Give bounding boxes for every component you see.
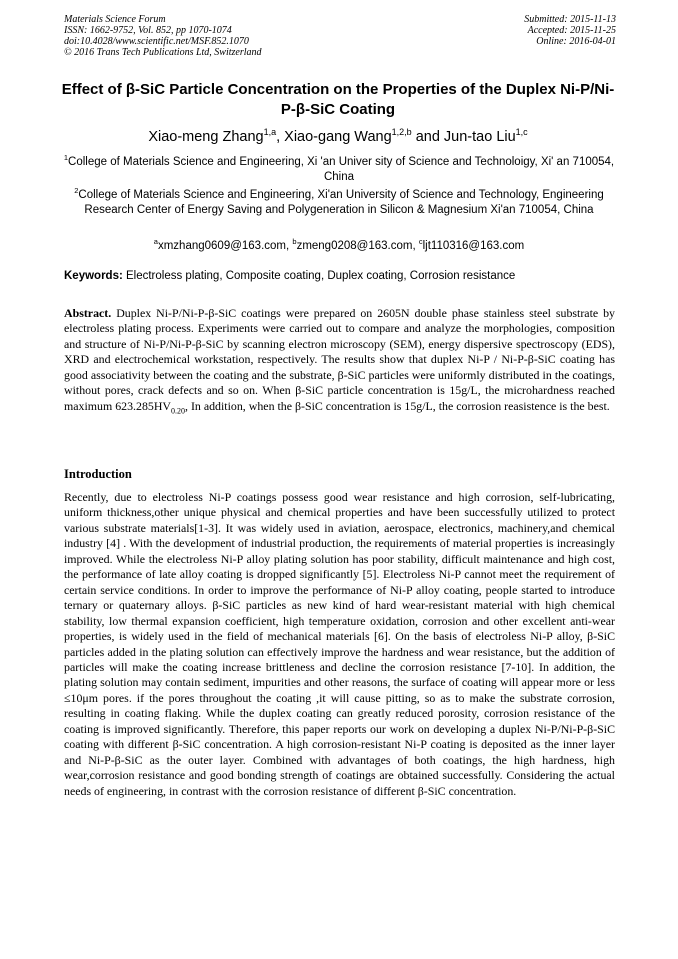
affiliation-number: 2 [74,186,79,195]
paper-title: Effect of β-SiC Particle Concentration on the Properties of the Duplex Ni-P/Ni-P-β-SiC Coating [61,81,615,118]
keywords-line [64,269,616,284]
abstract-label: Abstract. [64,306,112,320]
author-affiliation-mark: 1,2,b [391,127,412,137]
affiliation [56,183,622,219]
journal-info [64,14,262,58]
author-separator: and [411,128,444,145]
author-separator: , [276,128,285,145]
author-name: Xiao-meng Zhang [148,128,264,145]
abstract-text-end: , In addition, when the β-SiC concentration is 15g/L, the corrosion reasistence is the best. [185,398,610,413]
abstract-text: Duplex Ni-P/Ni-P-β-SiC coatings were prepared on 2605N double phase stainless steel substrate by electroless plating process. Experiments were carried out to compare and analyze the morphologies, composition and structure of Ni-P/Ni-P-β-SiC by scanning electron microscopy (SEM), energy dispersive spectroscopy (EDS), XRD and electrochemical workstation, respectively. The results show that duplex Ni-P / Ni-P-β-SiC coating has good associativity between the coating and the substrate, β-SiC particles were uniformly distributed in the coatings, without pores, crack defects and so on. When β-SiC particle concentration is 15g/L, the microhardness reached maximum 623.285HV [64,306,615,413]
abstract-subscript: 0.20 [171,406,186,416]
email-separator: , [412,239,419,252]
affiliation-text: College of Materials Science and Engineering, Xi 'an Univer sity of Science and Technoloigy, Xi' an 710054, China [68,155,615,184]
online-date: Online: 2016-04-01 [536,36,616,47]
email-mark: b [292,237,297,246]
doi-line: doi:10.4028/www.scientific.net/MSF.852.1070 [64,36,249,47]
author-affiliation-mark: 1,a [263,127,277,137]
author-list [60,123,616,146]
copyright-line: © 2016 Trans Tech Publications Ltd, Switzerland [64,47,262,58]
email-mark: a [153,237,158,246]
keywords-label: Keywords: [64,270,123,282]
email-link[interactable]: xmzhang0609@163.com [157,239,286,252]
author-name: Xiao-gang Wang [284,128,392,145]
email-separator: , [286,239,293,252]
affiliation-number: 1 [63,153,69,162]
introduction-paragraph: Recently, due to electroless Ni-P coatings possess good wear resistance and high corrosion, self-lubricating, uniform thickness,other unique physical and chemical properties and have been successfully utilized to protect various substrate materials[1-3]. It was widely used in aviation, aerospace, electronics, machinery,and chemical industry [4] . With the development of industrial production, the requirements of material properties is increasingly improved. While the electroless Ni-P alloy plating solution has poor stability, difficult maintenance and high cost, the performance of late alloy coating is dropped significantly [5]. Electroless Ni-P cannot meet the requirement of certain service conditions. In order to improve the performance of Ni-P alloy coating, people started to introduce ternary or quaternary alloys. β-SiC particles as new kind of hard wear-resistant material with high chemical stability, low thermal expansion coefficient, high temperature oxidation, corrosion and other excellent anti-wear properties, is widely used in the field of mechanical materials [6]. On the basis of electroless Ni-P alloy, β-SiC particles added in the plating solution can effectively improve the hardness and wear resistance, but the addition of particles will make the coating increase brittleness and decline the corrosion resistance [7-10]. In addition, the plating solution may contain sediment, impurities and other reasons, the surface of coating will appear more or less ≤10μm pores. if the pores throughout the coating ,it will cause pitting, so as to make the substrate corrosion, resulting in coating flaking. While the duplex coating can greatly reduced porosity, corrosion resistance of the coating is improved significantly. Therefore, this paper reports our work on developing a duplex Ni-P/Ni-P-β-SiC coating with different β-SiC concentration. A high corrosion-resistant Ni-P coating is deposited as the inner layer and Ni-P-β-SiC as the outer layer. Combined with advantages of both coatings, the high hardness, high wear,corrosion resistance and good bonding strength of coatings are obtained successfully. Considering the actual needs of engineering, in contrast with the corrosion resistance of different β-SiC concentration. [64,490,615,798]
introduction-heading: Introduction [64,467,132,481]
author-name: Jun-tao Liu [443,128,516,145]
author-affiliation-mark: 1,c [515,127,528,137]
keywords-text: Electroless plating, Composite coating, Duplex coating, Corrosion resistance [122,270,516,282]
journal-name: Materials Science Forum [64,14,166,25]
email-link[interactable]: zmeng0208@163.com [296,239,413,252]
affiliation-text: College of Materials Science and Engineering, Xi'an University of Science and Technology, Engineering Research Center of Energy Saving and Polygeneration in Silicon & Magnesium Xi'an 710054, China [78,188,604,217]
email-mark: c [418,237,423,246]
issn-line: ISSN: 1662-9752, Vol. 852, pp 1070-1074 [64,25,232,36]
submitted-date: Submitted: 2015-11-13 [524,14,616,25]
author-emails [56,234,622,254]
accepted-date: Accepted: 2015-11-25 [527,25,616,36]
affiliation [56,150,622,186]
abstract-paragraph [64,306,615,414]
publication-dates [524,14,616,47]
email-link[interactable]: ljt110316@163.com [422,239,525,252]
